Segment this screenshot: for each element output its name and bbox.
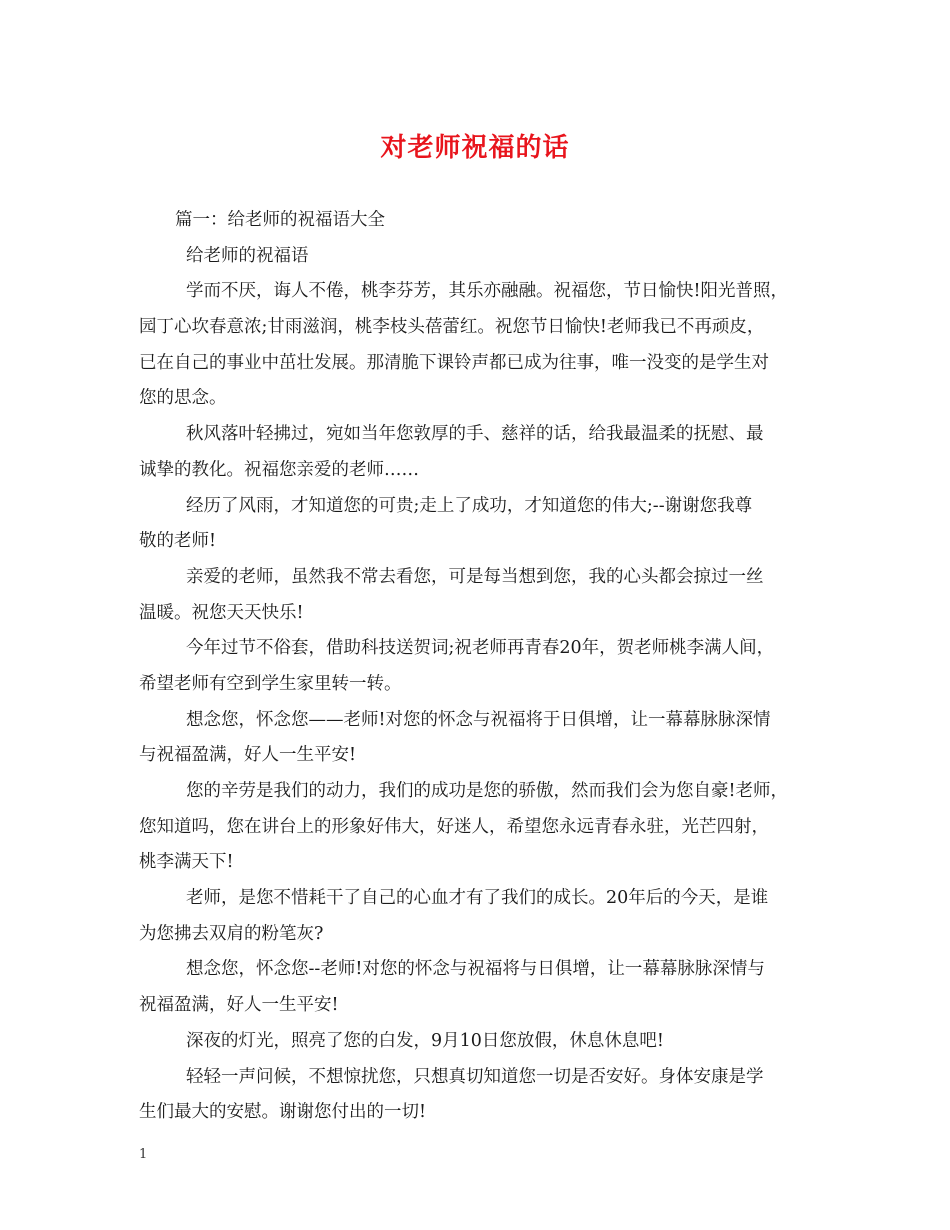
text-line: 园丁心坎春意浓;甘雨滋润，桃李枝头蓓蕾红。祝您节日愉快!老师我已不再顽皮， (139, 317, 765, 338)
text-line: 篇一：给老师的祝福语大全 (175, 210, 385, 230)
text-line: 深夜的灯光，照亮了您的白发，9月10日您放假，休息休息吧! (186, 1030, 664, 1051)
text-line: 秋风落叶轻拂过，宛如当年您敦厚的手、慈祥的话，给我最温柔的抚慰、最 (186, 424, 764, 445)
text-line: 想念您，怀念您--老师!对您的怀念与祝福将与日俱增，让一幕幕脉脉深情与 (186, 959, 765, 980)
text-line: 已在自己的事业中茁壮发展。那清脆下课铃声都已成为往事，唯一没变的是学生对 (139, 352, 769, 373)
text-line: 亲爱的老师，虽然我不常去看您，可是每当想到您，我的心头都会掠过一丝 (186, 566, 764, 587)
text-line: 老师，是您不惜耗干了自己的心血才有了我们的成长。20年后的今天，是谁 (186, 888, 769, 909)
text-line: 生们最大的安慰。谢谢您付出的一切! (139, 1102, 427, 1123)
text-line: 想念您，怀念您——老师!对您的怀念与祝福将于日俱增，让一幕幕脉脉深情 (186, 709, 771, 730)
text-line: 与祝福盈满，好人一生平安! (139, 745, 357, 766)
text-line: 您的思念。 (139, 388, 227, 409)
text-line: 今年过节不俗套，借助科技送贺词;祝老师再青春20年，贺老师桃李满人间， (186, 638, 775, 659)
text-line: 轻轻一声问候，不想惊扰您，只想真切知道您一切是否安好。身体安康是学 (186, 1066, 764, 1087)
text-line: 桃李满天下! (139, 852, 234, 873)
text-line: 诚挚的教化。祝福您亲爱的老师…… (139, 459, 419, 480)
text-line: 为您拂去双肩的粉笔灰? (139, 923, 324, 944)
document-title: 对老师祝福的话 (380, 133, 570, 163)
text-line: 学而不厌，诲人不倦，桃李芬芳，其乐亦融融。祝福您，节日愉快!阳光普照， (186, 281, 789, 302)
text-line: 您知道吗，您在讲台上的形象好伟大，好迷人，希望您永远青春永驻，光芒四射， (139, 816, 769, 837)
text-line: 温暖。祝您天天快乐! (139, 602, 304, 623)
text-line: 给老师的祝福语 (186, 245, 309, 266)
page-number: 1 (139, 1147, 148, 1162)
text-line: 敬的老师! (139, 531, 217, 552)
text-line: 经历了风雨，才知道您的可贵;走上了成功，才知道您的伟大;--谢谢您我尊 (186, 495, 753, 516)
document-body (139, 203, 819, 1131)
text-line: 希望老师有空到学生家里转一转。 (139, 673, 402, 694)
text-line: 祝福盈满，好人一生平安! (139, 995, 339, 1016)
text-line: 您的辛劳是我们的动力，我们的成功是您的骄傲，然而我们会为您自豪!老师， (186, 781, 789, 801)
